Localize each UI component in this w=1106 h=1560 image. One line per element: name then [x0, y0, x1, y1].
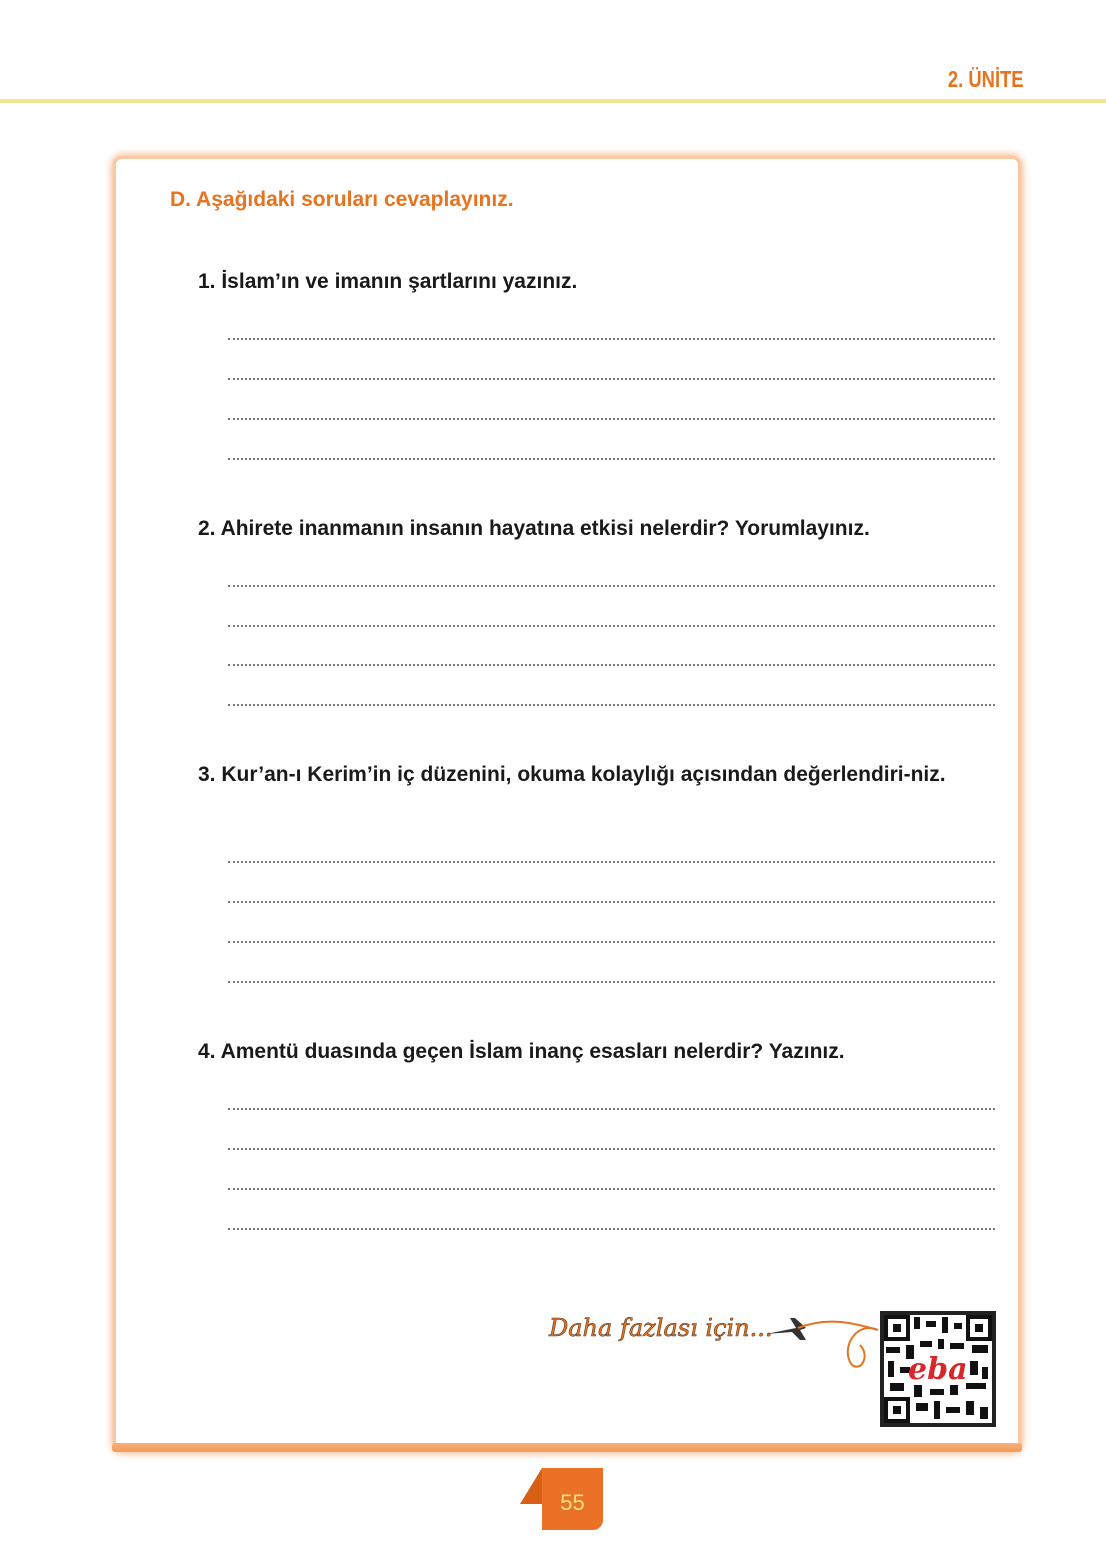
answer-line[interactable]: [228, 625, 995, 627]
answer-line[interactable]: [228, 418, 995, 420]
question-4: 4. Amentü duasında geçen İslam inanç esasları nelerdir? Yazınız.: [198, 1040, 845, 1063]
eba-logo: eba: [908, 1352, 968, 1387]
unit-label: 2. ÜNİTE: [948, 66, 1024, 92]
answer-line[interactable]: [228, 664, 995, 666]
answer-line[interactable]: [228, 1228, 995, 1230]
question-3: 3. Kur’an-ı Kerim’in iç düzenini, okuma kolaylığı açısından değerlendiri-niz.: [198, 763, 946, 786]
answer-line[interactable]: [228, 585, 995, 587]
answer-line[interactable]: [228, 981, 995, 983]
answer-line[interactable]: [228, 338, 995, 340]
answer-line[interactable]: [228, 1188, 995, 1190]
page-number: 55: [560, 1490, 585, 1515]
more-info-label: Daha fazlası için...: [549, 1314, 773, 1342]
question-1: 1. İslam’ın ve imanın şartlarını yazınız.: [198, 270, 578, 293]
answer-line[interactable]: [228, 941, 995, 943]
answer-line[interactable]: [228, 1148, 995, 1150]
answer-line[interactable]: [228, 1108, 995, 1110]
answer-line[interactable]: [228, 861, 995, 863]
airplane-icon: [760, 1310, 885, 1375]
question-2: 2. Ahirete inanmanın insanın hayatına etkisi nelerdir? Yorumlayınız.: [198, 517, 870, 540]
section-heading: D. Aşağıdaki soruları cevaplayınız.: [170, 188, 514, 211]
question-box: [116, 159, 1018, 1449]
answer-line[interactable]: [228, 378, 995, 380]
box-bottom-border: [112, 1443, 1022, 1452]
header-rule: [0, 99, 1106, 103]
answer-line[interactable]: [228, 704, 995, 706]
answer-line[interactable]: [228, 901, 995, 903]
page-number-fold: [520, 1468, 542, 1504]
answer-line[interactable]: [228, 458, 995, 460]
